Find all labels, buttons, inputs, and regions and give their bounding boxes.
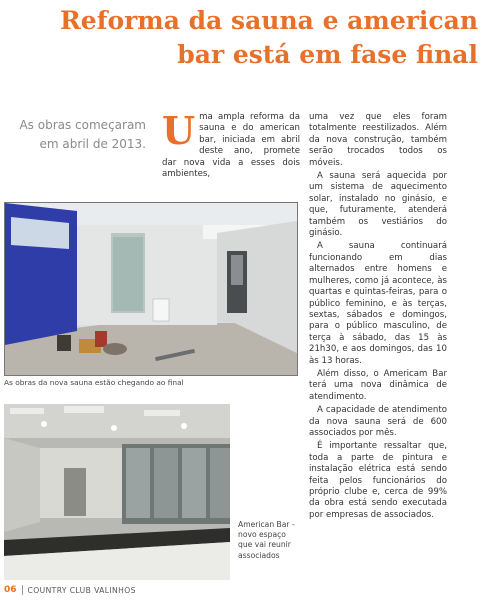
article-title [8,4,478,72]
photo-1-caption: As obras da nova sauna estão chegando ao final [4,378,184,387]
intro-paragraph [162,108,300,180]
american-bar-photo [4,404,230,580]
page-footer [4,584,136,596]
article-column-1 [162,108,300,182]
pull-quote [10,116,146,154]
sauna-construction-illustration [5,203,297,375]
drop-cap: U [162,108,196,153]
article-column-2 [309,112,447,523]
paragraph-2: A sauna será aquecida por um sistema de aquecimento solar, instalado no ginásio, e que, futuramente, atenderá também os vestiários do ginásio. [309,171,447,239]
footer-divider [22,585,23,595]
intro-text: ma ampla reforma da sauna e do american bar, iniciada em abril deste ano, promete dar nova vida a esses dois ambientes, [162,112,300,180]
paragraph-3: A sauna continuará funcionando em dias alternados entre homens e mulheres, como já acontece, às quartas e quintas-feiras, para o público feminino, e às terças, sextas, sábados e domingos, para o público masculino, de terça à sábado, das 15 às 21h30, e aos domingos, das 10 às 13 horas. [309,241,447,366]
page-number: 06 [4,585,17,595]
photo-2-caption: American Bar - novo espaço que vai reunir associados [238,520,295,560]
paragraph-5: A capacidade de atendimento da nova sauna será de 600 associados por mês. [309,405,447,438]
paragraph-6: É importante ressaltar que, toda a parte de pintura e instalação elétrica está sendo feita pelos funcionários do próprio clube e, cerca de 99% da obra está sendo executada por empresas de associados. [309,441,447,520]
pull-quote-line-1: As obras começaram [19,118,146,132]
paragraph-1: uma vez que eles foram totalmente reestilizados. Além da nova construção, também serão trocados todos os móveis. [309,112,447,168]
sauna-construction-photo [4,202,298,376]
article-title-line-2: bar está em fase final [177,40,478,69]
paragraph-4: Além disso, o Americam Bar terá uma nova dinâmica de atendimento. [309,368,447,402]
article-title-line-1: Reforma da sauna e american [60,6,478,35]
pull-quote-line-2: em abril de 2013. [39,137,146,151]
american-bar-illustration [4,404,230,580]
publication-name: COUNTRY CLUB VALINHOS [27,585,136,595]
